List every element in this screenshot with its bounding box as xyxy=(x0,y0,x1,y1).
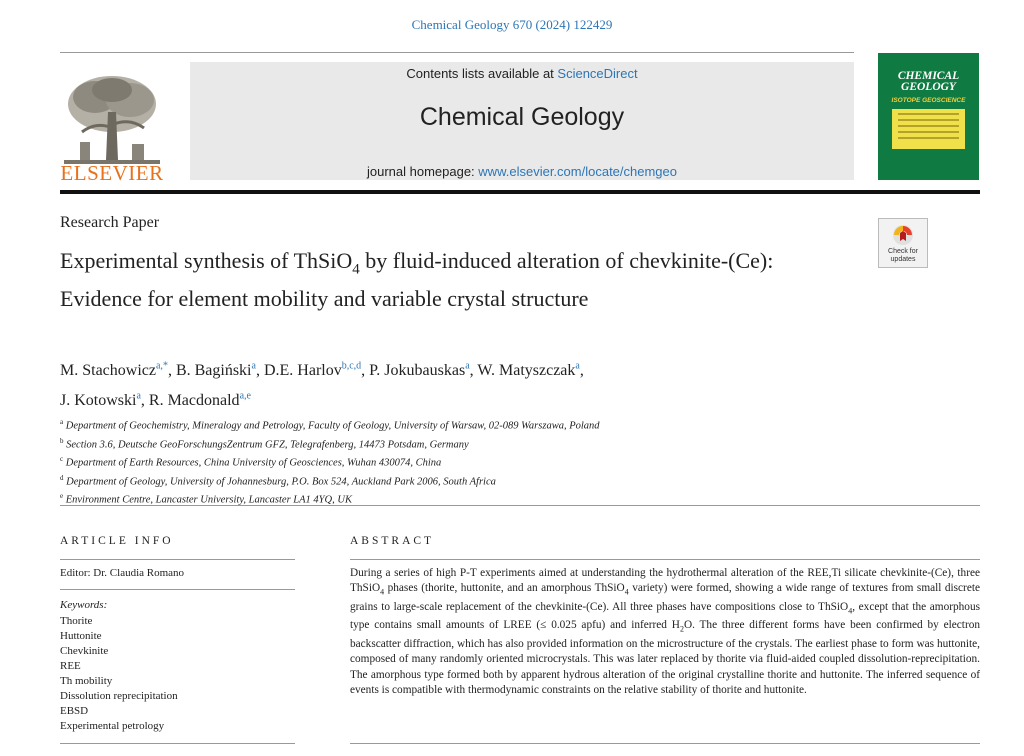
author[interactable]: P. Jokubauskas$^a$, xyxy=(369,361,478,380)
homepage-prefix: journal homepage: xyxy=(366,164,479,179)
keyword-item: REE xyxy=(60,660,81,672)
author-affiliation-marker[interactable]: b,c,d xyxy=(341,361,362,372)
editor-divider xyxy=(60,589,295,590)
article-info-divider xyxy=(60,559,295,560)
author-name[interactable]: M. Stachowicz xyxy=(60,362,156,380)
paper-type: Research Paper xyxy=(60,214,160,231)
affiliation-list xyxy=(60,415,820,508)
sciencedirect-link[interactable]: ScienceDirect xyxy=(557,66,638,81)
author-affiliation-marker[interactable]: a,e xyxy=(239,390,251,402)
author[interactable]: J. Kotowski$^a$, xyxy=(60,390,149,409)
cover-title: CHEMICAL GEOLOGY xyxy=(897,70,960,93)
article-title: Experimental synthesis of ThSiO$_4$ by fluid-induced alteration of chevkinite-(Ce): Evidence for element mobility and variable crystal structure xyxy=(60,248,774,312)
affiliation-e: $^e$ Environment Centre, Lancaster University, Lancaster LA1 4YQ, UK xyxy=(60,492,352,506)
journal-cover-image[interactable] xyxy=(878,53,979,180)
top-divider xyxy=(60,52,854,53)
keywords-label: Keywords: xyxy=(60,599,108,611)
keyword-item: Huttonite xyxy=(60,630,102,642)
cover-subtitle: ISOTOPE GEOSCIENCE xyxy=(891,97,966,104)
journal-homepage-link[interactable]: www.elsevier.com/locate/chemgeo xyxy=(478,164,677,179)
header-thick-divider xyxy=(60,190,980,194)
author-affiliation-marker[interactable]: a xyxy=(136,390,141,402)
author-affiliation-marker[interactable]: a xyxy=(465,361,470,372)
author[interactable]: W. Matyszczak$^a$, xyxy=(477,361,584,380)
author[interactable] xyxy=(149,392,251,409)
author-name[interactable]: D.E. Harlov xyxy=(263,362,342,380)
keyword-item: Thorite xyxy=(60,615,93,627)
author-list xyxy=(60,354,820,413)
homepage-line xyxy=(190,164,854,179)
keyword-item: Th mobility xyxy=(60,675,113,687)
affiliation-d: $^d$ Department of Geology, University of Johannesburg, P.O. Box 524, Auckland Park 2006, South Africa xyxy=(60,473,496,487)
abstract-heading: ABSTRACT xyxy=(350,535,435,547)
check-updates-label: Check for updates xyxy=(888,248,918,263)
author-name[interactable]: R. Macdonald xyxy=(148,391,240,409)
affiliation-b: $^b$ Section 3.6, Deutsche GeoForschungsZentrum GFZ, Telegrafenberg, 14473 Potsdam, Germany xyxy=(60,436,469,450)
keyword-item: Dissolution reprecipitation xyxy=(60,690,178,702)
article-info-bottom-divider xyxy=(60,743,295,744)
elsevier-wordmark: ELSEVIER xyxy=(60,161,164,185)
author-name[interactable]: P. Jokubauskas xyxy=(369,362,466,380)
author-name[interactable]: J. Kotowski xyxy=(60,391,137,409)
article-info-heading: ARTICLE INFO xyxy=(60,535,174,547)
check-for-updates-button[interactable] xyxy=(878,218,928,268)
editor-line: Editor: Dr. Claudia Romano xyxy=(60,567,185,579)
journal-citation[interactable]: Chemical Geology 670 (2024) 122429 xyxy=(411,17,613,32)
contents-prefix: Contents lists available at xyxy=(406,66,558,81)
keyword-item: Chevkinite xyxy=(60,645,109,657)
keyword-item: EBSD xyxy=(60,705,89,717)
journal-name: Chemical Geology xyxy=(419,103,625,131)
affiliation-a: $^a$ Department of Geochemistry, Mineralogy and Petrology, Faculty of Geology, University of Warsaw, 02-089 Warszawa, Poland xyxy=(60,418,600,432)
author[interactable]: M. Stachowicz$^{a,*}$, xyxy=(60,361,176,380)
keywords-list xyxy=(60,614,178,734)
keyword-item: Experimental petrology xyxy=(60,720,165,732)
author-name[interactable]: W. Matyszczak xyxy=(477,362,576,380)
contents-line xyxy=(190,66,854,81)
author[interactable]: B. Bagiński$^a$, xyxy=(175,361,264,380)
author-affiliation-marker[interactable]: a,* xyxy=(155,361,168,372)
abstract-bottom-divider xyxy=(350,743,980,744)
affiliations-divider xyxy=(60,505,980,506)
abstract-divider xyxy=(350,559,980,560)
cover-contents-panel xyxy=(892,109,965,149)
abstract-text: During a series of high P-T experiments aimed at understanding the hydrothermal alteration of the REE,Ti silicate chevkinite-(Ce), three ThSiO$_4$ phases (thorite, huttonite, and an amorphous ThSiO$_4$ variety) were formed, showing a wide range of textures from small discrete grains to large-scale replacement of the chevkinite-(Ce). All three phases have compositions close to ThSiO$_4$, except that the amorphous type contains small amounts of LREE (≤ 0.025 apfu) and inferred $H_2O$. The three different forms have been confirmed by electron backscatter diffraction, which has also provided information on the microstructure of the crystals. The earliest phase to form was huttonite, composed of many randomly oriented microcrystals. This was later replaced by thorite via fluid-aided coupled dissolution-reprecipitation. The amorphous type formed both by apparent hydrous alteration of the original crystalline thorite and huttonite. The inferred sequence of events is compatible with thermodynamic constraints on the relative stability of thorite and huttonite. xyxy=(350,567,981,696)
author-name[interactable]: B. Bagiński xyxy=(175,362,252,380)
affiliation-c: $^c$ Department of Earth Resources, China University of Geosciences, Wuhan 430074, China xyxy=(60,455,442,469)
author-affiliation-marker[interactable]: a xyxy=(575,361,580,372)
check-updates-icon xyxy=(892,224,914,246)
author-affiliation-marker[interactable]: a xyxy=(251,361,256,372)
author[interactable]: D.E. Harlov$^{b,c,d}$, xyxy=(263,361,370,380)
